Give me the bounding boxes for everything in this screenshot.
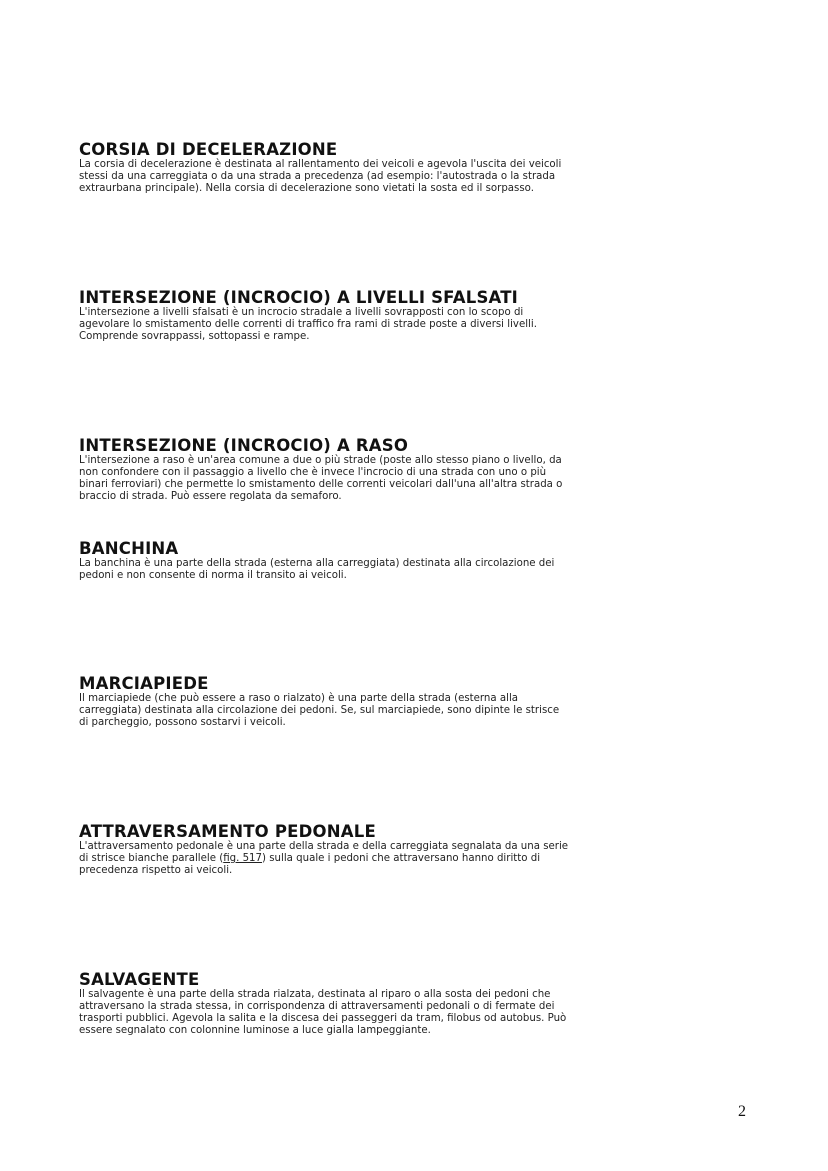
section-body — [79, 159, 639, 195]
section-attraversamento-pedonale — [79, 823, 639, 877]
section-heading: INTERSEZIONE (INCROCIO) A LIVELLI SFALSATI — [79, 288, 519, 307]
body-text: ) sulla quale i pedoni che attraversano hanno diritto di — [262, 853, 541, 864]
body-line: trasporti pubblici. Agevola la salita e la discesa dei passeggeri da tram, filobus od autobus. Può — [79, 1013, 567, 1024]
section-body — [79, 455, 639, 503]
body-line: stessi da una carreggiata o da una strada a precedenza (ad esempio: l'autostrada o la strada — [79, 171, 556, 182]
body-line: di parcheggio, possono sostarvi i veicoli. — [79, 717, 286, 728]
section-body — [79, 693, 639, 729]
section-salvagente — [79, 971, 639, 1037]
section-heading: BANCHINA — [79, 539, 179, 558]
figure-link[interactable]: fig. 517 — [223, 853, 263, 864]
body-line: extraurbana principale). Nella corsia di decelerazione sono vietati la sosta ed il sorpasso. — [79, 183, 534, 194]
section-intersezione-a-raso — [79, 437, 639, 503]
section-marciapiede — [79, 675, 639, 729]
body-line: braccio di strada. Può essere regolata da semaforo. — [79, 491, 342, 502]
body-line: L'attraversamento pedonale è una parte della strada e della carreggiata segnalata da una serie — [79, 841, 569, 852]
section-banchina — [79, 540, 639, 582]
section-body — [79, 841, 639, 877]
section-heading: SALVAGENTE — [79, 970, 200, 989]
section-heading: MARCIAPIEDE — [79, 674, 209, 693]
page-number: 2 — [738, 1103, 746, 1120]
body-line: carreggiata) destinata alla circolazione dei pedoni. Se, sul marciapiede, sono dipinte le strisce — [79, 705, 560, 716]
body-line: Comprende sovrappassi, sottopassi e rampe. — [79, 331, 310, 342]
body-line: binari ferroviari) che permette lo smistamento delle correnti veicolari dall'una all'altra strada o — [79, 479, 563, 490]
body-line: non confondere con il passaggio a livello che è invece l'incrocio di una strada con uno o più — [79, 467, 547, 478]
body-line: La banchina è una parte della strada (esterna alla carreggiata) destinata alla circolazione dei — [79, 558, 555, 569]
section-body — [79, 989, 639, 1037]
body-line: La corsia di decelerazione è destinata al rallentamento dei veicoli e agevola l'uscita dei veicoli — [79, 159, 562, 170]
body-line: agevolare lo smistamento delle correnti di traffico fra rami di strade poste a diversi livelli. — [79, 319, 537, 330]
body-line: precedenza rispetto ai veicoli. — [79, 865, 233, 876]
section-body — [79, 558, 639, 582]
body-line: attraversano la strada stessa, in corrispondenza di attraversamenti pedonali o di fermate dei — [79, 1001, 555, 1012]
body-line: L'intersezione a livelli sfalsati è un incrocio stradale a livelli sovrapposti con lo scopo di — [79, 307, 524, 318]
section-heading: INTERSEZIONE (INCROCIO) A RASO — [79, 436, 409, 455]
body-line: L'intersezione a raso è un'area comune a due o più strade (poste allo stesso piano o livello, da — [79, 455, 562, 466]
body-line: essere segnalato con colonnine luminose a luce gialla lampeggiante. — [79, 1025, 431, 1036]
section-corsia-di-decelerazione — [79, 141, 639, 195]
section-heading: CORSIA DI DECELERAZIONE — [79, 140, 338, 159]
section-body — [79, 307, 639, 343]
body-text: di strisce bianche parallele ( — [79, 853, 224, 864]
body-line: pedoni e non consente di norma il transito ai veicoli. — [79, 570, 347, 581]
body-line: Il marciapiede (che può essere a raso o rialzato) è una parte della strada (esterna alla — [79, 693, 519, 704]
body-line: Il salvagente è una parte della strada rialzata, destinata al riparo o alla sosta dei pedoni che — [79, 989, 551, 1000]
section-heading: ATTRAVERSAMENTO PEDONALE — [79, 822, 376, 841]
section-intersezione-livelli-sfalsati — [79, 289, 639, 343]
body-line — [79, 853, 639, 865]
